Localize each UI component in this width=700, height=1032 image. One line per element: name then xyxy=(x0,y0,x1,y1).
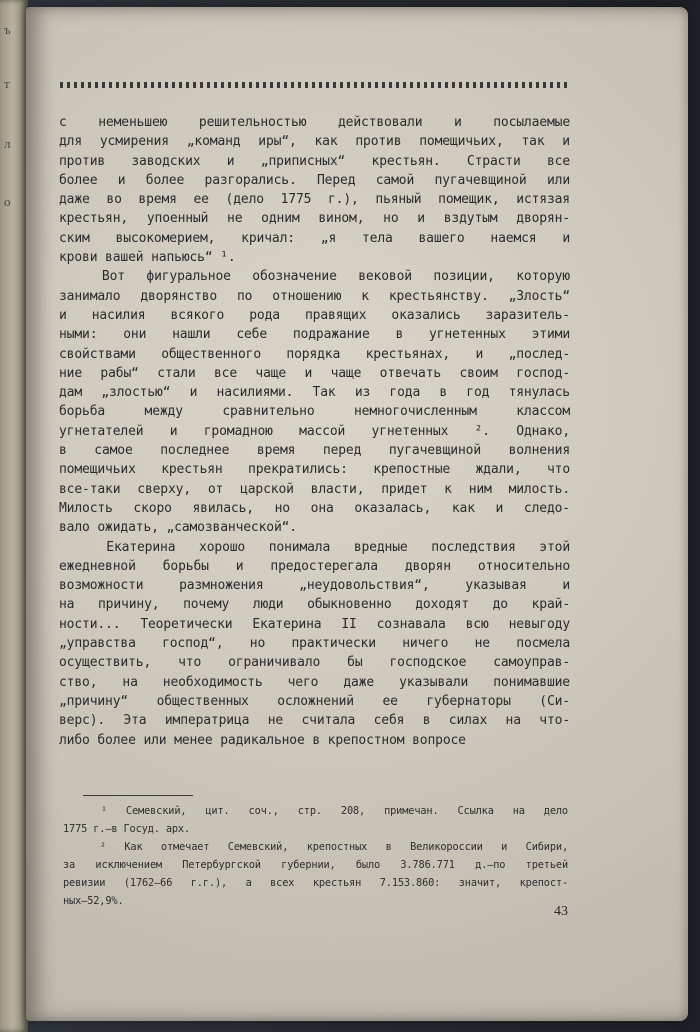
text-line: для усмирения „команд иры“, как против помещичьих, так и xyxy=(59,134,570,150)
text-line: Екатерина хорошо понимала вредные последствия этой xyxy=(59,539,570,555)
text-line: крестьян, упоенный не одним вином, но и вздутым дворян- xyxy=(59,211,570,227)
text-line: ние рабы“ стали все чаще и чаще отвечать своим господ- xyxy=(59,365,570,381)
text-line: верс). Эта императрица не считала себя в силах на что- xyxy=(59,713,570,729)
footnotes xyxy=(63,802,568,911)
text-line: осуществить, что ограничивало бы господское самоуправ- xyxy=(59,655,570,671)
book-page xyxy=(26,7,688,1021)
text-line: занимало дворянство по отношению к крестьянству. „Злость“ xyxy=(59,288,570,304)
text-line: даже во время ее (дело 1775 г.), пьяный помещик, истязая xyxy=(59,192,570,208)
text-line: ности... Теоретически Екатерина II сознавала всю невыгоду xyxy=(59,616,570,632)
footnote-divider xyxy=(83,795,193,796)
top-dotted-rule xyxy=(60,82,567,88)
text-line: ским высокомерием, кричал: „я тела вашего наемся и xyxy=(59,230,570,246)
text-line: свойствами общественного порядка крестьянах, и „послед- xyxy=(59,346,570,362)
text-line: и насилия всякого рода правящих оказались заразитель- xyxy=(59,307,570,323)
footnote-line: ных—52,9%. xyxy=(63,895,124,908)
text-line: с неменьшею решительностью действовали и посылаемые xyxy=(59,115,570,130)
left-edge-line-1: ъ xyxy=(4,22,11,37)
text-line: против заводских и „приписных“ крестьян. Страсти все xyxy=(59,153,570,169)
footnote-line: 1775 г.—в Госуд. арх. xyxy=(63,823,191,836)
text-line: все-таки сверху, от царской власти, придет к ним милость. xyxy=(59,481,570,497)
text-line: на причину, почему люди обыкновенно доходят до край- xyxy=(59,597,570,613)
text-line: „управства господ“, но практически ничего не посмела xyxy=(59,636,570,652)
left-edge-line-3: л xyxy=(4,136,11,151)
text-line: ными: они нашли себе подражание в угнетенных этими xyxy=(59,327,570,343)
text-line: более и более разгорались. Перед самой пугачевщиной или xyxy=(59,172,570,188)
text-line: ежедневной борьбы и предостерегала дворян относительно xyxy=(59,558,570,574)
text-line: либо более или менее радикальное в крепостном вопросе xyxy=(59,732,466,748)
text-line: Милость скоро явилась, но она оказалась, как и следо- xyxy=(59,500,570,516)
left-page-edge xyxy=(0,0,28,1032)
text-line: вало ожидать, „самозванческой“. xyxy=(59,520,297,536)
text-line: помещичьих крестьян прекратились: крепостные ждали, что xyxy=(59,462,570,478)
footnote-line: за исключением Петербургской губернии, было 3.786.771 д.—по третьей xyxy=(63,859,568,872)
footnote-line: ¹ Семевский, цит. соч., стр. 208, примечан. Ссылка на дело xyxy=(63,805,568,817)
footnote-line: ² Как отмечает Семевский, крепостных в Великороссии и Сибири, xyxy=(63,841,568,854)
main-text xyxy=(59,113,570,750)
left-edge-line-2: т xyxy=(4,76,10,91)
footnote-line: ревизии (1762—66 г.г.), а всех крестьян 7.153.860: значит, крепост- xyxy=(63,877,568,890)
left-edge-line-4: о xyxy=(4,194,11,209)
text-line: ство, на необходимость чего даже указывали понимавшие xyxy=(59,674,570,690)
text-line: дам „злостью“ и насилиями. Так из года в год тянулась xyxy=(59,385,570,401)
page-number: 43 xyxy=(554,904,568,919)
text-line: угнетателей и громадною массой угнетенных ². Однако, xyxy=(59,423,570,439)
text-line: возможности размножения „неудовольствия“, указывая и xyxy=(59,578,570,594)
text-line: крови вашей напьюсь“ ¹. xyxy=(59,250,236,266)
text-line: в самое последнее время перед пугачевщиной волнения xyxy=(59,443,570,459)
text-line: „причину“ общественных осложнений ее губернаторы (Си- xyxy=(59,693,570,709)
text-line: Вот фигуральное обозначение вековой позиции, которую xyxy=(59,269,570,285)
text-line: борьба между сравнительно немногочисленным классом xyxy=(59,404,570,420)
